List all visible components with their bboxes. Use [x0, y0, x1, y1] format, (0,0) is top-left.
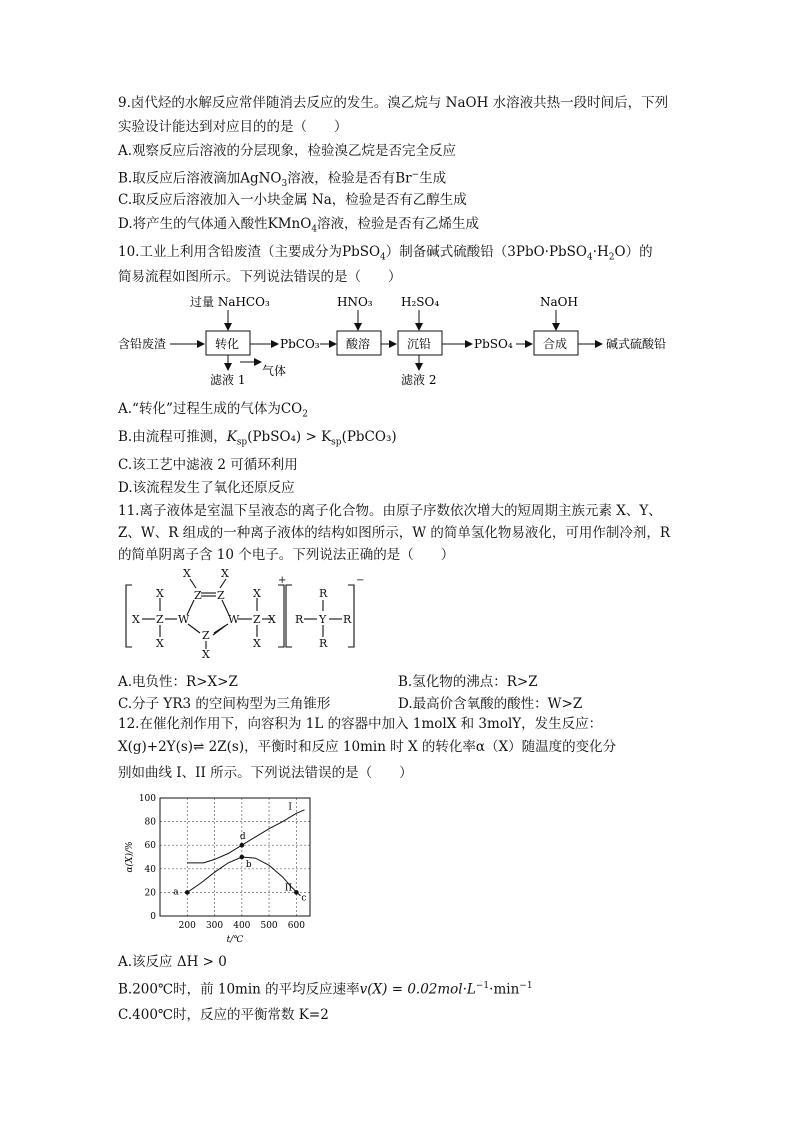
flow-box1-label: 转化 — [215, 337, 240, 351]
point-a — [185, 890, 190, 895]
x-tick-label: 600 — [287, 921, 305, 931]
q11-option-d: D.最高价含氧酸的酸性：W>Z — [398, 696, 583, 712]
anion-charge: − — [356, 575, 365, 586]
x-axis-label: t/℃ — [226, 935, 244, 945]
svg-text:Z: Z — [156, 613, 164, 626]
flow-out3: 滤液 2 — [401, 373, 437, 387]
y-tick-label: 60 — [144, 841, 156, 852]
q11-ionic-liquid-structure — [118, 567, 378, 659]
q9-option-b: B.取反应后溶液滴加AgNO$_3$溶液，检验是否有Br−生成 — [118, 170, 447, 190]
svg-text:Y: Y — [319, 613, 327, 626]
q11-option-b: B.氢化物的沸点：R>Z — [398, 674, 538, 690]
flow-reagent1: 过量 NaHCO₃ — [190, 295, 270, 309]
svg-text:X: X — [156, 637, 164, 650]
svg-text:Z: Z — [217, 589, 225, 602]
q12-stem-line1: 12.在催化剂作用下，向容积为 1L 的容器中加入 1molX 和 3molY，发生反应： — [118, 716, 603, 732]
y-tick-label: 100 — [138, 794, 156, 804]
series-label-I: I — [288, 802, 292, 813]
q12-option-c: C.400℃时，反应的平衡常数 K=2 — [118, 1007, 329, 1023]
svg-text:X: X — [268, 613, 276, 626]
q10-flow-diagram — [118, 290, 678, 390]
q10-stem-line2: 简易流程如图所示。下列说法错误的是（ ） — [118, 269, 402, 285]
q9-stem-line2: 实验设计能达到对应目的的是（ ） — [118, 119, 348, 135]
q12-stem-line2: X(g)+2Y(s)⇌ 2Z(s)，平衡时和反应 10min 时 X 的转化率α（X）随温度的变化分 — [118, 739, 617, 755]
q12-conversion-chart — [120, 786, 330, 946]
q11-stem-line3: 的简单阴离子含 10 个电子。下列说法正确的是（ ） — [118, 547, 455, 563]
cation-charge: + — [278, 575, 287, 586]
svg-text:W: W — [228, 613, 240, 626]
y-tick-label: 20 — [144, 888, 156, 899]
y-axis-label: α(X)/% — [125, 841, 135, 873]
flow-product: 碱式硫酸铅 — [606, 337, 667, 351]
q10-option-c: C.该工艺中滤液 2 可循环利用 — [118, 457, 298, 473]
point-label-c: c — [301, 893, 307, 904]
q10-stem-line1: 10.工业上利用含铅废渣（主要成分为PbSO$_4$）制备碱式硫酸铅$(3PbO\cdot PbSO_4\cdot H_2O)$的 — [118, 244, 653, 263]
svg-text:X: X — [202, 648, 210, 659]
point-label-a: a — [173, 887, 179, 898]
x-tick-label: 300 — [205, 921, 224, 931]
flow-reagent3: H₂SO₄ — [401, 295, 440, 309]
flow-box4-label: 合成 — [543, 337, 568, 351]
series-line-I — [187, 810, 304, 863]
q10-option-a: A.“转化”过程生成的气体为$CO_2$ — [118, 401, 308, 420]
flow-box2-label: 酸溶 — [346, 337, 371, 351]
point-c — [294, 890, 299, 895]
svg-text:X: X — [183, 567, 191, 580]
svg-text:X: X — [221, 567, 229, 580]
flow-reagent2: HNO₃ — [337, 295, 373, 309]
q11-stem-line1: 11.离子液体是室温下呈液态的离子化合物。由原子序数依次增大的短周期主族元素 X、Y、 — [118, 503, 662, 519]
flow-out1a: 滤液 1 — [210, 373, 246, 387]
q9-stem-line1: 9.卤代烃的水解反应常伴随消去反应的发生。溴乙烷与 NaOH 水溶液共热一段时间后，下列 — [118, 95, 669, 111]
point-d — [240, 843, 245, 848]
flow-box3-label: 沉铅 — [407, 337, 432, 351]
svg-text:R: R — [319, 587, 328, 600]
svg-text:X: X — [253, 587, 261, 600]
svg-text:Z: Z — [194, 589, 202, 602]
flow-reagent4: NaOH — [540, 295, 578, 309]
x-tick-label: 500 — [260, 921, 278, 931]
x-tick-label: 400 — [233, 921, 251, 931]
svg-text:R: R — [343, 613, 352, 626]
q11-stem-line2: Z、W、R 组成的一种离子液体的结构如图所示，W 的简单氢化物易液化，可用作制冷剂，R — [118, 525, 671, 541]
svg-text:X: X — [253, 637, 261, 650]
series-label-II: II — [284, 883, 293, 894]
struct-x: X — [132, 613, 140, 626]
q12-option-a: A.该反应 ΔH > 0 — [118, 954, 227, 970]
q9-option-c: C.取反应后溶液加入一小块金属 Na，检验是否有乙醇生成 — [118, 192, 467, 208]
flow-mid2: PbSO₄ — [474, 337, 513, 351]
flow-input-label: 含铅废渣 — [118, 337, 167, 351]
point-label-b: b — [245, 860, 252, 870]
svg-text:W: W — [178, 613, 190, 626]
y-tick-label: 80 — [144, 817, 156, 828]
q10-option-d: D.该流程发生了氧化还原反应 — [118, 480, 295, 496]
q11-option-c: C.分子 YR3 的空间构型为三角锥形 — [118, 696, 331, 712]
point-b — [240, 855, 245, 860]
svg-text:R: R — [295, 613, 304, 626]
svg-text:Z: Z — [202, 629, 210, 642]
q12-option-b: B.200℃时，前 10min 的平均反应速率$v(X) = 0.02mol\cdot L^{-1}\cdot\min^{-1}$ — [118, 981, 533, 998]
q9-option-a: A.观察反应后溶液的分层现象，检验溴乙烷是否完全反应 — [118, 143, 457, 159]
q9-option-d: D.将产生的气体通入酸性KMnO$_4$溶液，检验是否有乙烯生成 — [118, 216, 480, 235]
q11-option-a: A.电负性：R>X>Z — [118, 674, 238, 690]
svg-text:R: R — [319, 637, 328, 650]
svg-text:Z: Z — [253, 613, 261, 626]
q12-stem-line3: 别如曲线 I、II 所示。下列说法错误的是（ ） — [118, 765, 413, 781]
flow-mid1: PbCO₃ — [280, 337, 320, 351]
x-tick-label: 200 — [178, 921, 196, 931]
flow-out1b: 气体 — [262, 364, 287, 378]
point-label-d: d — [239, 832, 246, 843]
q10-option-b: B.由流程可推测，$K_{sp}(PbSO_4)$ > $K_{sp}(PbCO_3)$ — [118, 429, 397, 448]
svg-text:X: X — [156, 587, 164, 600]
y-tick-label: 40 — [144, 864, 156, 875]
y-tick-label: 0 — [150, 912, 156, 922]
plot-frame — [160, 798, 310, 916]
